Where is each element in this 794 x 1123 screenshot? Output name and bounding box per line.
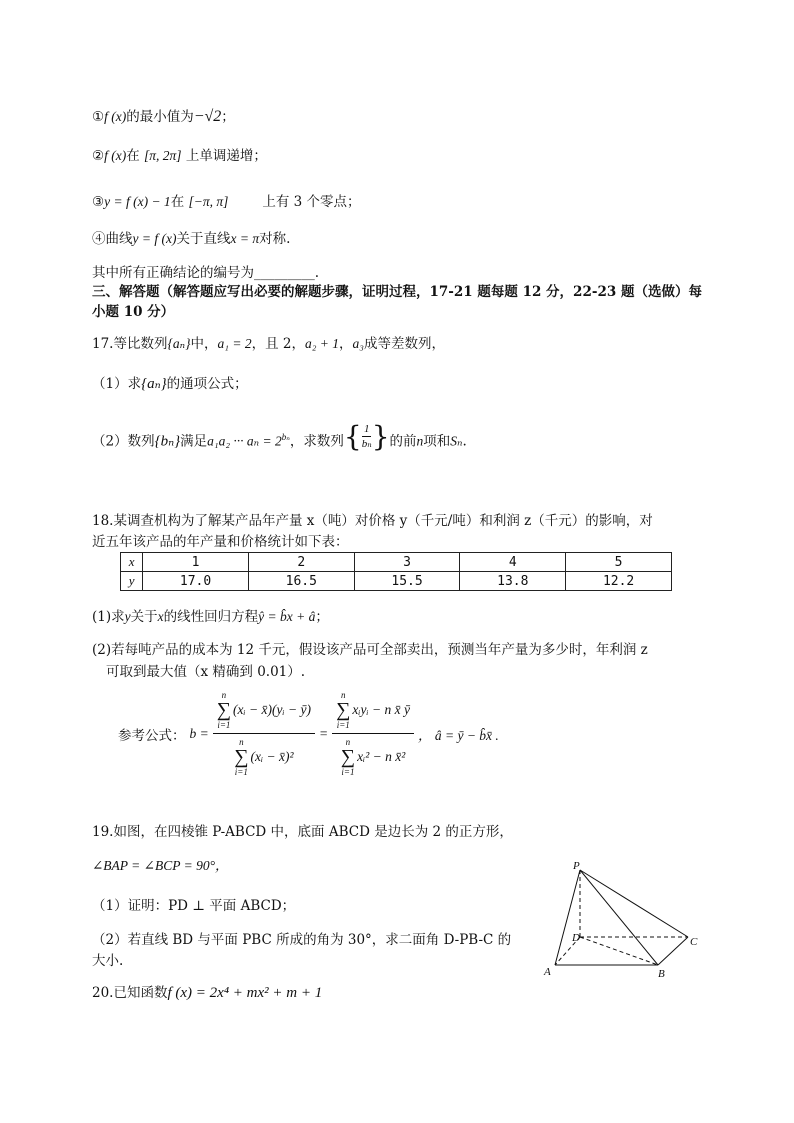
table-cell: 3 (354, 553, 460, 572)
sigma-symbol: n ∑ i=1 (216, 690, 232, 730)
label-P: P (573, 860, 580, 872)
q18-part-1-y: y (124, 609, 131, 624)
q18-stem-line-2: 近五年该产品的年产量和价格统计如下表： (92, 534, 349, 550)
q18-part-1 (92, 607, 329, 627)
reference-b: b = (189, 725, 209, 741)
sigma-top: n (221, 690, 227, 700)
q18-data-table (120, 552, 672, 591)
q17-a3: a₃ (352, 336, 364, 351)
statement-4-text-end: 对称. (259, 231, 291, 247)
table-cell: 15.5 (354, 572, 460, 591)
q17-fraction-denominator: bₙ (361, 438, 372, 450)
q17-text-b: 中， (190, 336, 218, 352)
fraction-1-denominator: (xᵢ − x̄)² (250, 749, 294, 764)
section-3-heading: 三、解答题（解答题应写出必要的解题步骤，证明过程，17-21 题每题 12 分，22-23 题（选做）每小题 10 分） (92, 284, 702, 320)
q17-part-1-text: 的通项公式； (166, 376, 248, 392)
fraction-2-denominator: xᵢ² − n x̄² (357, 749, 406, 764)
edge-PC (580, 870, 688, 937)
q17-part-2-text-c: ，求数列 (289, 433, 344, 450)
q17-text-c: ，且 2， (251, 336, 305, 352)
q18-reference-formula (118, 690, 499, 777)
table-header-x: x (121, 553, 143, 572)
statement-3-text: 在 (170, 194, 185, 210)
q18-part-1-label: (1)求 (92, 609, 125, 625)
q18-stem-line-1: 18.某调查机构为了解某产品年产量 x（吨）对价格 y（千元/吨）和利润 z（千元）的影响，对 (92, 513, 653, 529)
sigma-top: n (340, 690, 346, 700)
q17-part-2-text-d: 的前 (389, 433, 417, 450)
q17-part-2-fraction-sequence: { $\frac{1}{\text{bₙ}}$ } (343, 419, 390, 453)
table-cell: 4 (460, 553, 566, 572)
edge-PB (580, 870, 658, 965)
statement-1-function: f (x) (104, 109, 127, 124)
q17-number: 17.等比数列 (92, 336, 168, 352)
reference-fraction-1 (213, 690, 315, 777)
statement-2-function: f (x) (104, 148, 127, 163)
q20-number: 20.已知函数 (92, 985, 168, 1001)
label-D: D (572, 932, 580, 944)
q17-text-e: 成等差数列， (363, 336, 445, 352)
edge-BC (658, 937, 688, 965)
statement-1-number: ① (92, 109, 105, 125)
q17-part-2-sequence: {bₙ} (154, 433, 181, 450)
q18-regression-equation: ŷ = b̂x + â (258, 609, 316, 624)
table-cell: 2 (248, 553, 354, 572)
sigma-symbol: n ∑ i=1 (234, 737, 249, 777)
q18-part-1-text-b: 关于 (130, 609, 158, 625)
sigma-top: n (239, 737, 244, 747)
statement-4-function: y = f (x) (132, 231, 177, 246)
table-header-y: y (121, 572, 143, 591)
q19-stem-line-2: ∠BAP = ∠BCP = 90°， (92, 858, 229, 873)
statement-2-interval: [π, 2π] (144, 148, 182, 163)
statement-4-text: 关于直线 (176, 231, 231, 247)
q18-part-2-line-2: 可取到最大值（x 精确到 0.01）. (106, 664, 306, 680)
statement-3 (92, 192, 361, 212)
statement-3-interval: [−π, π] (188, 194, 229, 209)
label-B: B (658, 968, 665, 980)
q17-part-2-n: n (416, 433, 424, 449)
q19-part-2-line-1: （2）若直线 BD 与平面 PBC 所成的角为 30°，求二面角 D-PB-C 的 (92, 932, 512, 948)
q18-part-1-end: ； (315, 609, 329, 625)
q17-part-1-sequence: {aₙ} (141, 376, 167, 392)
q17-part-2-exponent: bₙ (281, 432, 290, 442)
q17-a2: a₂ + 1 (304, 336, 340, 351)
label-A: A (544, 966, 551, 978)
table-row (121, 553, 672, 572)
q17-part-2-end: . (462, 433, 467, 450)
q17-part-1 (92, 374, 248, 394)
table-cell: 1 (143, 553, 249, 572)
reference-label: 参考公式： (118, 727, 186, 744)
q17-fraction-numerator: 1 (363, 423, 370, 435)
statement-4 (92, 229, 290, 249)
statement-1-value: −√2 (193, 108, 222, 125)
q17-stem (92, 334, 445, 354)
q18-part-2-line-1: (2)若每吨产品的成本为 12 千元，假设该产品可全部卖出，预测当年产量为多少时，年利润 z (92, 642, 648, 658)
q19-part-1: （1）证明：PD ⊥ 平面 ABCD； (92, 898, 296, 914)
sigma-bottom: i=1 (341, 767, 355, 777)
statement-3-text-end: 上有 3 个零点； (262, 194, 361, 210)
q17-part-2-product: a₁a₂ ··· aₙ = 2 (207, 433, 282, 449)
q17-a1: a₁ = 2 (217, 336, 252, 351)
statement-2-text: 在 (126, 148, 140, 164)
reference-equals: = (318, 725, 329, 741)
q20-stem (92, 983, 322, 1003)
statement-1 (92, 107, 235, 127)
statement-3-function: y = f (x) − 1 (104, 194, 171, 209)
sigma-top: n (345, 737, 351, 747)
sigma-bottom: i=1 (217, 720, 231, 730)
q18-part-1-text-c: 的线性回归方程 (163, 609, 259, 625)
q19-part-2-line-2: 大小. (92, 953, 124, 969)
q17-sequence: {aₙ} (167, 336, 191, 351)
statement-2-text-end: 上单调递增； (185, 148, 267, 164)
sigma-symbol: n ∑ i=1 (340, 737, 356, 777)
table-cell: 17.0 (143, 572, 249, 591)
statement-1-text: 的最小值为 (126, 109, 194, 125)
reference-a: ， â = ȳ − b̂x̄ . (417, 727, 499, 743)
sigma-bottom: i=1 (336, 720, 350, 730)
q19-stem-line-1: 19.如图，在四棱锥 P-ABCD 中，底面 ABCD 是边长为 2 的正方形， (92, 824, 513, 840)
reference-fraction-2 (332, 690, 414, 777)
statement-2-number: ② (92, 148, 105, 164)
table-row (121, 572, 672, 591)
q18-part-1-x: x (157, 609, 164, 624)
statement-4-line: x = π (230, 231, 260, 246)
statement-2 (92, 146, 267, 166)
q17-part-2 (92, 419, 467, 460)
q17-part-1-label: （1）求 (92, 376, 142, 392)
q17-part-2-text-e: 项和 (423, 433, 451, 450)
q17-part-2-label: （2）数列 (92, 433, 155, 450)
statement-4-number: ④曲线 (92, 231, 133, 247)
label-C: C (690, 936, 698, 948)
fraction-2-numerator: xᵢyᵢ − n x̄ ȳ (352, 702, 410, 717)
table-cell: 16.5 (248, 572, 354, 591)
sigma-bottom: i=1 (234, 767, 248, 777)
statement-1-end: ； (221, 109, 235, 125)
edge-PA (555, 870, 580, 965)
q17-part-2-sum: Sₙ (450, 433, 463, 449)
pyramid-figure (540, 855, 710, 985)
q20-function: f (x) = 2x⁴ + mx² + m + 1 (167, 985, 323, 1001)
q17-text-d: ， (339, 336, 353, 352)
sigma-symbol: n ∑ i=1 (336, 690, 351, 730)
fill-blank: 其中所有正确结论的编号为_________. (92, 265, 320, 281)
fraction-1-numerator: (xᵢ − x̄)(yᵢ − ȳ) (233, 702, 311, 717)
table-cell: 12.2 (566, 572, 672, 591)
statement-3-number: ③ (92, 194, 105, 210)
q17-part-2-text: 满足 (180, 433, 208, 450)
table-cell: 5 (566, 553, 672, 572)
table-cell: 13.8 (460, 572, 566, 591)
